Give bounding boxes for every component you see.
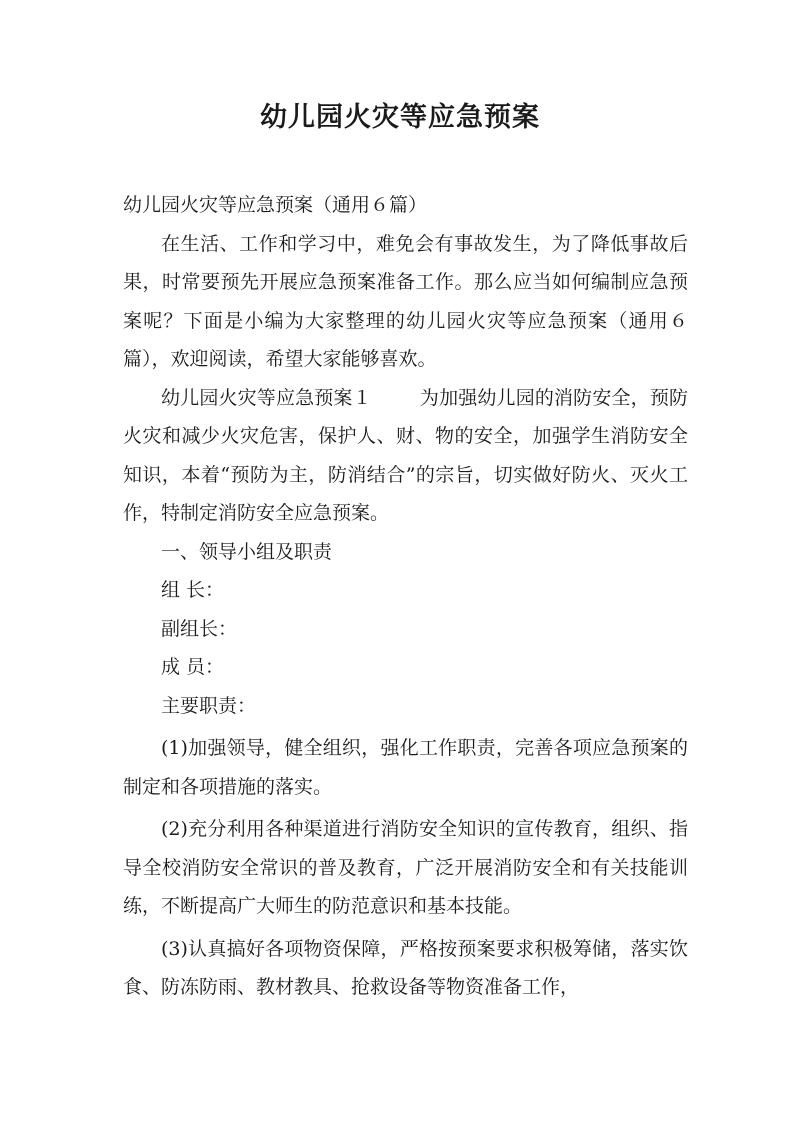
duty-2-paragraph: (2)充分利用各种渠道进行消防安全知识的宣传教育，组织、指导全校消防安全常识的普及教育，广泛开展消防安全和有关技能训练，不断提高广大师生的防范意识和基本技能。: [123, 818, 688, 917]
duties-label: 主要职责：: [161, 694, 257, 717]
document-body: [123, 186, 688, 1007]
document-title: 幼儿园火灾等应急预案: [260, 102, 540, 133]
duty-3-paragraph: (3)认真搞好各项物资保障，严格按预案要求积极筹储，落实饮食、防冻防雨、教材教具、抢救设备等物资准备工作，: [123, 937, 688, 998]
document-subtitle: 幼儿园火灾等应急预案（通用６篇）: [123, 194, 428, 216]
section-1-text: 为加强幼儿园的消防安全，预防火灾和减少火灾危害，保护人、财、物的安全，加强学生消防安全知识，本着“预防为主，防消结合”的宗旨，切实做好防火、灭火工作，特制定消防安全应急预案。: [123, 386, 688, 524]
section-1-heading: 幼儿园火灾等应急预案１: [161, 386, 372, 409]
member-label: 成 员：: [161, 656, 225, 678]
leader-label: 组 长：: [161, 579, 225, 601]
section-1-paragraph: [123, 379, 688, 533]
intro-paragraph: 在生活、工作和学习中，难免会有事故发生，为了降低事故后果，时常要预先开展应急预案准备工作。那么应当如何编制应急预案呢？下面是小编为大家整理的幼儿园火灾等应急预案（通用６篇），欢迎阅读，希望大家能够喜欢。: [123, 232, 688, 370]
part-1-heading: 一、领导小组及职责: [161, 540, 333, 563]
duty-1-paragraph: (1)加强领导，健全组织，强化工作职责，完善各项应急预案的制定和各项措施的落实。: [123, 737, 688, 798]
deputy-leader-label: 副组长：: [161, 617, 238, 640]
